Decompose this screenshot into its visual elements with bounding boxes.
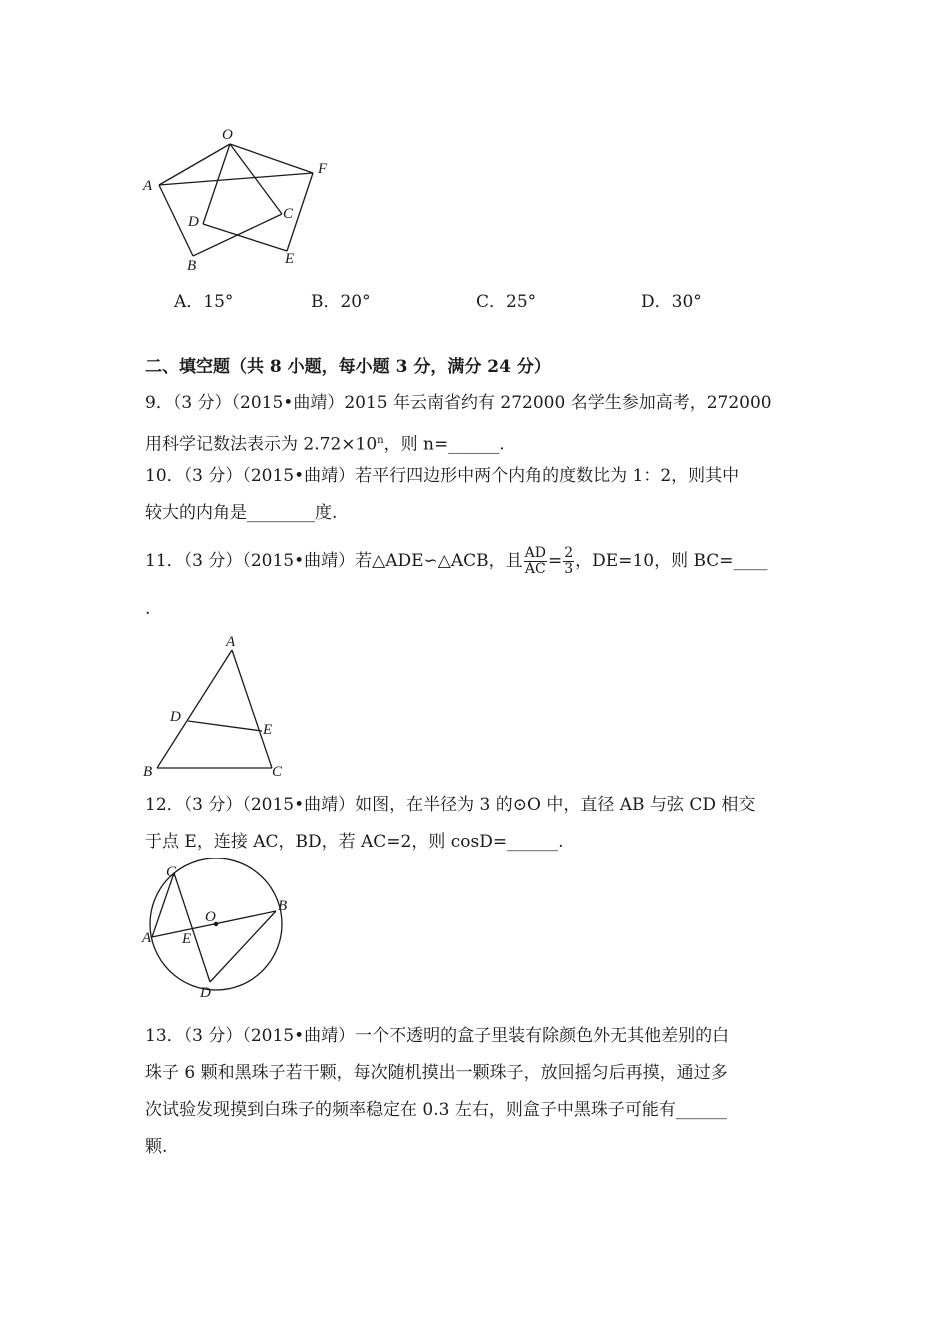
q11-fraction-2-3 (563, 546, 574, 577)
q9-line2-post: ，则 n=______. (383, 434, 505, 455)
label-f: F (318, 161, 328, 177)
option-b: B．20° (311, 292, 371, 312)
label-b: B (187, 258, 197, 274)
q11-eq: = (547, 551, 563, 571)
label-e: E (182, 931, 192, 947)
q11-frac1-num: AD (524, 545, 546, 561)
q10-line1: 10．（3 分）（2015•曲靖）若平行四边形中两个内角的度数比为 1：2，则其中 (145, 466, 740, 486)
q11-frac2-num: 2 (564, 545, 574, 561)
label-a: A (143, 178, 153, 194)
label-c: C (283, 206, 294, 222)
q9-line2 (145, 430, 505, 456)
label-d: D (170, 709, 181, 725)
q11-fraction-ad-ac (524, 546, 547, 577)
q11-post: ，DE=10，则 BC=____ (575, 551, 768, 571)
q13-line4: 颗. (145, 1137, 168, 1157)
option-d: D．30° (641, 292, 702, 312)
label-e: E (263, 722, 273, 738)
figure-pentagon (130, 120, 350, 280)
figure-circle (130, 858, 300, 1003)
q12-line2: 于点 E，连接 AC，BD，若 AC=2，则 cosD=______. (145, 832, 564, 852)
section-heading: 二、填空题（共 8 小题，每小题 3 分，满分 24 分） (145, 357, 551, 377)
label-a: A (142, 930, 152, 946)
label-o: O (222, 127, 233, 143)
option-a: A．15° (174, 292, 234, 312)
q10-line2: 较大的内角是________度. (145, 503, 338, 523)
q11-frac2-den: 3 (564, 561, 574, 577)
q13-line1: 13．（3 分）（2015•曲靖）一个不透明的盒子里装有除颜色外无其他差别的白 (145, 1026, 730, 1046)
q12-line1: 12．（3 分）（2015•曲靖）如图，在半径为 3 的⊙O 中，直径 AB 与弦 CD 相交 (145, 795, 756, 815)
label-e: E (285, 251, 295, 267)
q13-line2: 珠子 6 颗和黑珠子若干颗，每次随机摸出一颗珠子，放回摇匀后再摸，通过多 (145, 1063, 728, 1083)
q11-pre: 11．（3 分）（2015•曲靖）若△ADE∽△ACB，且 (145, 551, 523, 571)
label-a: A (226, 634, 236, 650)
q11-frac1-den: AC (524, 561, 546, 577)
q11-line1 (145, 544, 768, 578)
label-o: O (205, 909, 216, 925)
q13-line3: 次试验发现摸到白珠子的频率稳定在 0.3 左右，则盒子中黑珠子可能有______ (145, 1100, 727, 1120)
q11-line2: . (145, 599, 151, 619)
label-d: D (188, 214, 199, 230)
label-d: D (200, 985, 211, 1001)
label-b: B (143, 764, 153, 780)
label-c: C (166, 864, 177, 880)
option-c: C．25° (476, 292, 537, 312)
label-b: B (278, 898, 288, 914)
q9-line2-pre: 用科学记数法表示为 2.72×10 (145, 434, 378, 455)
q9-exponent: n (377, 435, 384, 446)
label-c: C (272, 764, 283, 780)
q9-line1: 9．（3 分）（2015•曲靖）2015 年云南省约有 272000 名学生参加高考，272000 (145, 393, 772, 413)
figure-triangle (135, 628, 305, 783)
